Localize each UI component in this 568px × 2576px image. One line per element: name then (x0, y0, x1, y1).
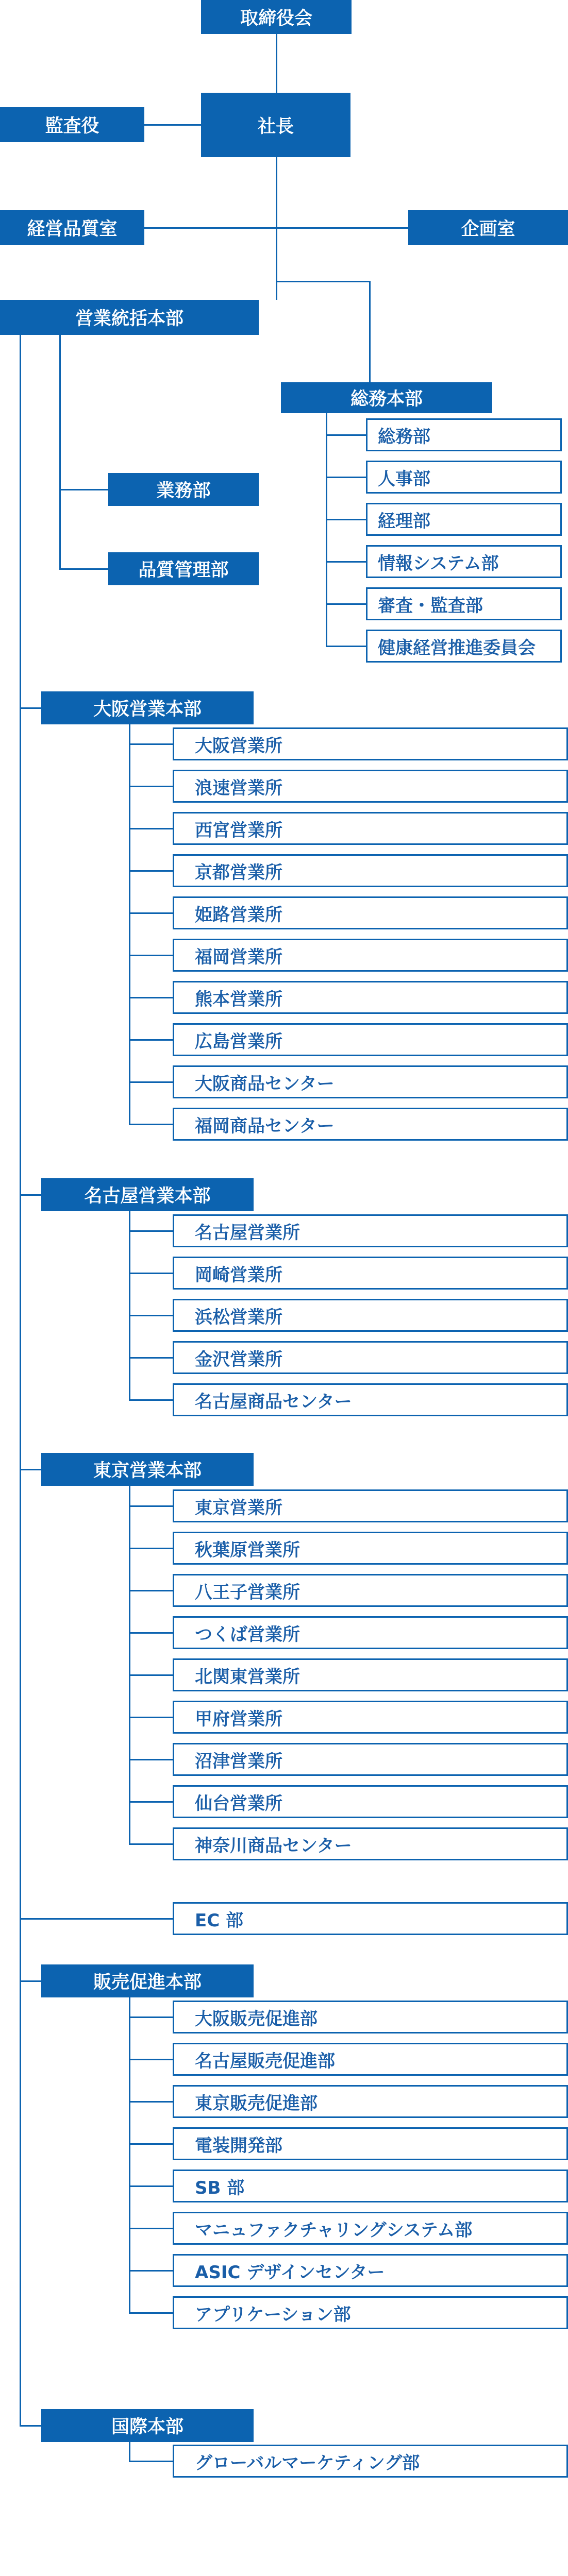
international-dept-item: グローバルマーケティング部 (173, 2445, 568, 2478)
osaka-office-item: 浪速営業所 (173, 770, 568, 803)
connector-osaka (20, 707, 41, 709)
promotion-dept-item: マニュファクチャリングシステム部 (173, 2212, 568, 2245)
tokyo-office-item: 仙台営業所 (173, 1785, 568, 1818)
general-affairs-dept-item: 人事部 (366, 461, 562, 494)
osaka-office-item-connector (129, 743, 173, 745)
nagoya-office-trunk (129, 1211, 130, 1400)
general-affairs-dept-trunk (326, 413, 327, 647)
general-affairs-hq-box: 総務本部 (281, 382, 492, 413)
tokyo-office-item-connector (129, 1548, 173, 1549)
osaka-office-item: 京都営業所 (173, 854, 568, 887)
promotion-dept-item-connector (129, 2059, 173, 2060)
general-affairs-dept-item: 経理部 (366, 503, 562, 536)
nagoya-office-item: 名古屋商品センター (173, 1383, 568, 1416)
tokyo-office-item-connector (129, 1843, 173, 1845)
nagoya-office-item-connector (129, 1357, 173, 1359)
international-dept-trunk (129, 2442, 130, 2462)
nagoya-office-item: 金沢営業所 (173, 1341, 568, 1374)
osaka-office-item-connector (129, 997, 173, 998)
general-affairs-dept-item: 審査・監査部 (366, 587, 562, 620)
connector-nagoya (20, 1194, 41, 1196)
connector-main-trunk (20, 335, 21, 2427)
connector-quality-planning (144, 227, 408, 229)
tokyo-office-item-connector (129, 1632, 173, 1634)
tokyo-office-item: 八王子営業所 (173, 1574, 568, 1607)
promotion-dept-item-connector (129, 2270, 173, 2272)
international-hq-box: 国際本部 (41, 2409, 254, 2442)
tokyo-office-item: つくば営業所 (173, 1616, 568, 1649)
international-dept-item-connector (129, 2461, 173, 2462)
general-affairs-dept-item: 総務部 (366, 418, 562, 451)
tokyo-office-item: 甲府営業所 (173, 1701, 568, 1734)
nagoya-office-item-connector (129, 1230, 173, 1232)
connector-quality-mgmt (59, 568, 108, 570)
ec-dept-box: EC 部 (173, 1902, 568, 1935)
promotion-dept-item: SB 部 (173, 2170, 568, 2202)
tokyo-office-item-connector (129, 1801, 173, 1803)
general-affairs-dept-item: 情報システム部 (366, 545, 562, 578)
nagoya-office-item-connector (129, 1399, 173, 1401)
promotion-dept-item: 電装開発部 (173, 2127, 568, 2160)
tokyo-office-trunk (129, 1486, 130, 1844)
connector-tokyo (20, 1469, 41, 1470)
general-affairs-dept-item-connector (326, 603, 366, 605)
general-affairs-dept-item-connector (326, 519, 366, 520)
connector-ec (20, 1918, 173, 1920)
osaka-office-item-connector (129, 1081, 173, 1083)
connector-business (59, 489, 108, 490)
osaka-office-item-connector (129, 912, 173, 914)
tokyo-office-item-connector (129, 1717, 173, 1718)
promotion-dept-item-connector (129, 2101, 173, 2103)
tokyo-office-item-connector (129, 1674, 173, 1676)
tokyo-office-item: 神奈川商品センター (173, 1827, 568, 1860)
tokyo-office-item-connector (129, 1505, 173, 1507)
president-box: 社長 (201, 93, 350, 157)
osaka-office-item: 西宮営業所 (173, 812, 568, 845)
promotion-dept-trunk (129, 1997, 130, 2313)
nagoya-office-item-connector (129, 1315, 173, 1316)
nagoya-office-item: 岡崎営業所 (173, 1257, 568, 1290)
board-box: 取締役会 (201, 0, 352, 34)
nagoya-office-item-connector (129, 1273, 173, 1274)
planning-box: 企画室 (408, 210, 568, 245)
connector-trunk-sales (276, 281, 277, 300)
general-affairs-dept-item-connector (326, 477, 366, 478)
audit-box: 監査役 (0, 107, 144, 142)
connector-president-trunk (276, 157, 277, 281)
connector-audit (144, 124, 201, 126)
general-affairs-dept-item-connector (326, 646, 366, 647)
osaka-office-item-connector (129, 955, 173, 956)
osaka-office-trunk (129, 724, 130, 1125)
connector-top-split (276, 281, 370, 282)
connector-promotion (20, 1980, 41, 1982)
osaka-office-item-connector (129, 870, 173, 872)
osaka-office-item: 福岡営業所 (173, 939, 568, 972)
connector-board-president (276, 34, 277, 93)
connector-international (20, 2425, 41, 2427)
osaka-office-item: 熊本営業所 (173, 981, 568, 1014)
tokyo-office-item-connector (129, 1759, 173, 1760)
business-box: 業務部 (108, 473, 259, 506)
osaka-hq-box: 大阪営業本部 (41, 691, 254, 724)
general-affairs-dept-item-connector (326, 561, 366, 563)
osaka-office-item-connector (129, 786, 173, 787)
osaka-office-item: 大阪営業所 (173, 727, 568, 760)
tokyo-hq-box: 東京営業本部 (41, 1453, 254, 1486)
connector-sales-sub-trunk (59, 335, 61, 570)
promotion-dept-item-connector (129, 2016, 173, 2018)
connector-to-general-affairs (369, 281, 371, 382)
quality-mgmt-box: 品質管理部 (108, 552, 259, 585)
sales-hq-box: 営業統括本部 (0, 300, 259, 335)
tokyo-office-item: 秋葉原営業所 (173, 1532, 568, 1565)
promotion-hq-box: 販売促進本部 (41, 1964, 254, 1997)
promotion-dept-item-connector (129, 2312, 173, 2314)
promotion-dept-item: ASIC デザインセンター (173, 2254, 568, 2287)
tokyo-office-item: 東京営業所 (173, 1489, 568, 1522)
osaka-office-item-connector (129, 1124, 173, 1125)
promotion-dept-item: 東京販売促進部 (173, 2085, 568, 2118)
osaka-office-item: 大阪商品センター (173, 1065, 568, 1098)
tokyo-office-item: 北関東営業所 (173, 1658, 568, 1691)
nagoya-hq-box: 名古屋営業本部 (41, 1178, 254, 1211)
promotion-dept-item-connector (129, 2185, 173, 2187)
promotion-dept-item: 名古屋販売促進部 (173, 2043, 568, 2076)
tokyo-office-item-connector (129, 1590, 173, 1591)
osaka-office-item-connector (129, 1039, 173, 1041)
nagoya-office-item: 名古屋営業所 (173, 1214, 568, 1247)
promotion-dept-item-connector (129, 2143, 173, 2145)
osaka-office-item: 姫路営業所 (173, 896, 568, 929)
nagoya-office-item: 浜松営業所 (173, 1299, 568, 1332)
promotion-dept-item: アプリケーション部 (173, 2296, 568, 2329)
osaka-office-item-connector (129, 828, 173, 829)
promotion-dept-item: 大阪販売促進部 (173, 2001, 568, 2033)
general-affairs-dept-item: 健康経営推進委員会 (366, 630, 562, 663)
promotion-dept-item-connector (129, 2228, 173, 2229)
general-affairs-dept-item-connector (326, 434, 366, 436)
tokyo-office-item: 沼津営業所 (173, 1743, 568, 1776)
osaka-office-item: 福岡商品センター (173, 1108, 568, 1141)
osaka-office-item: 広島営業所 (173, 1023, 568, 1056)
quality-box: 経営品質室 (0, 210, 144, 245)
